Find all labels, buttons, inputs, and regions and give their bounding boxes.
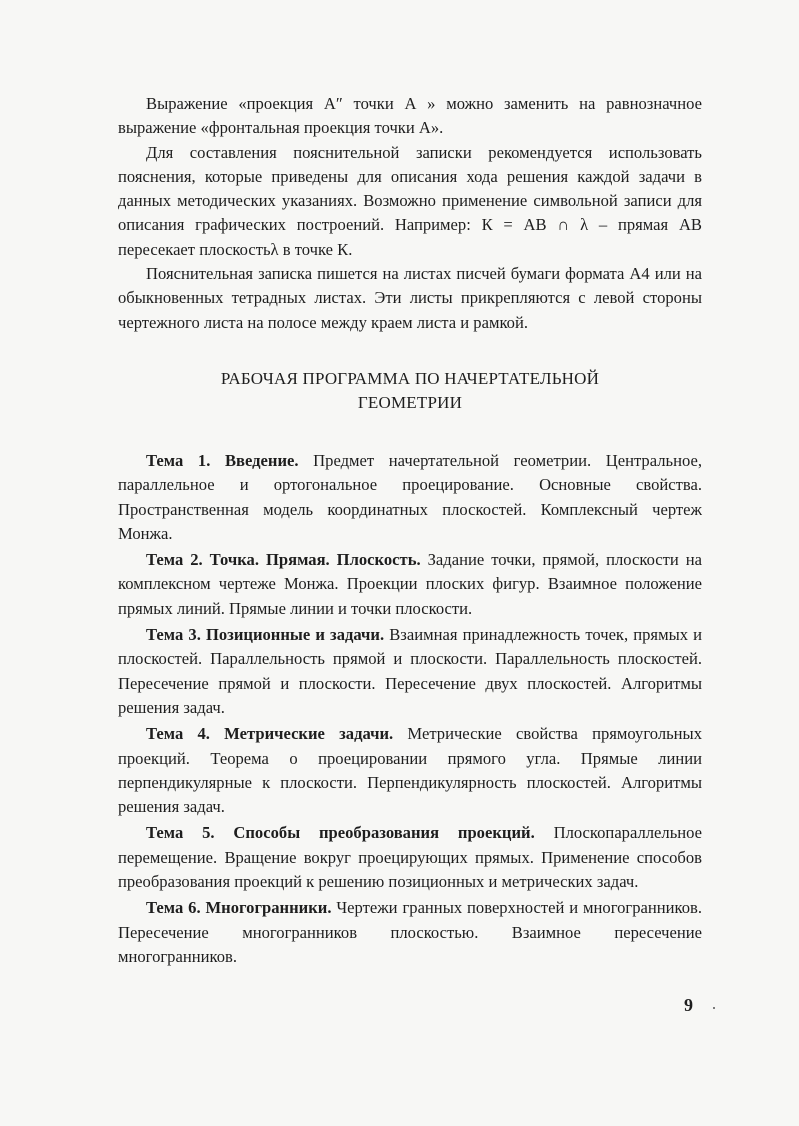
topic-1-text: Предмет начертательной геометрии. Центральное, параллельное и ортогональное проецирование. Основные свойства. Пространственная модель координатных плоскостей. Комплексный чертеж Монжа. xyxy=(118,450,702,543)
intro-paragraph-3: Пояснительная записка пишется на листах писчей бумаги формата А4 или на обыкновенных тетрадных листах. Эти листы прикрепляются с левой стороны чертежного листа на полосе между краем листа и рамкой. xyxy=(118,264,702,332)
intro-paragraph-1: Выражение «проекция А″ точки А » можно заменить на равнозначное выражение «фронтальная проекция точки А». xyxy=(118,94,702,138)
section-title-line-2: ГЕОМЕТРИИ xyxy=(357,392,463,412)
topic-3-text: Взаимная принадлежность точек, прямых и плоскостей. Параллельность прямой и плоскости. Параллельность плоскостей. Пересечение прямой и плоскости. Пересечение двух плоскостей. Алгоритмы решения задач. xyxy=(118,625,703,717)
topic-4-text: Метрические свойства прямоугольных проекций. Теорема о проецировании прямого угла. Прямые линии перпендикулярные к плоскости. Перпендикулярность плоскостей. Алгоритмы решения задач. xyxy=(118,724,702,817)
topic-2 xyxy=(118,548,702,621)
topic-3-heading: Тема 3. Позиционные и задачи. xyxy=(146,625,385,645)
topic-6 xyxy=(118,896,702,969)
topic-1 xyxy=(118,449,702,546)
page-number: 9 xyxy=(684,995,693,1015)
topic-5 xyxy=(118,821,702,894)
document-page xyxy=(118,92,702,971)
topic-5-text: Плоскопараллельное перемещение. Вращение вокруг проецирующих прямых. Применение способов преобразования проекций к решению позиционных и метрических задач. xyxy=(118,823,703,892)
section-title-line-1: РАБОЧАЯ ПРОГРАММА ПО НАЧЕРТАТЕЛЬНОЙ xyxy=(220,368,600,388)
topic-2-text: Задание точки, прямой, плоскости на комплексном чертеже Монжа. Проекции плоских фигур. Взаимное положение прямых линий. Прямые линии и точки плоскости. xyxy=(118,550,702,618)
topic-6-text: Чертежи гранных поверхностей и многогранников. Пересечение многогранников плоскостью. Взаимное пересечение многогранников. xyxy=(118,898,702,966)
topic-4 xyxy=(118,722,702,819)
topic-3 xyxy=(118,623,702,720)
topic-6-heading: Тема 6. Многогранники. xyxy=(146,898,332,918)
topic-4-heading: Тема 4. Метрические задачи. xyxy=(146,724,394,744)
scan-speck xyxy=(713,1007,715,1009)
topic-1-heading: Тема 1. Введение. xyxy=(146,450,299,470)
topic-2-heading: Тема 2. Точка. Прямая. Плоскость. xyxy=(146,550,421,570)
intro-paragraph-2: Для составления пояснительной записки рекомендуется использовать пояснения, которые приведены для описания хода решения каждой задачи в данных методических указаниях. Возможно применение символьной записи для описания графических построений. Например: К = АВ ∩ λ – прямая АВ пересекает плоскостьλ в точке К. xyxy=(118,142,702,259)
topic-5-heading: Тема 5. Способы преобразования проекций. xyxy=(146,823,535,843)
section-title xyxy=(118,367,702,415)
